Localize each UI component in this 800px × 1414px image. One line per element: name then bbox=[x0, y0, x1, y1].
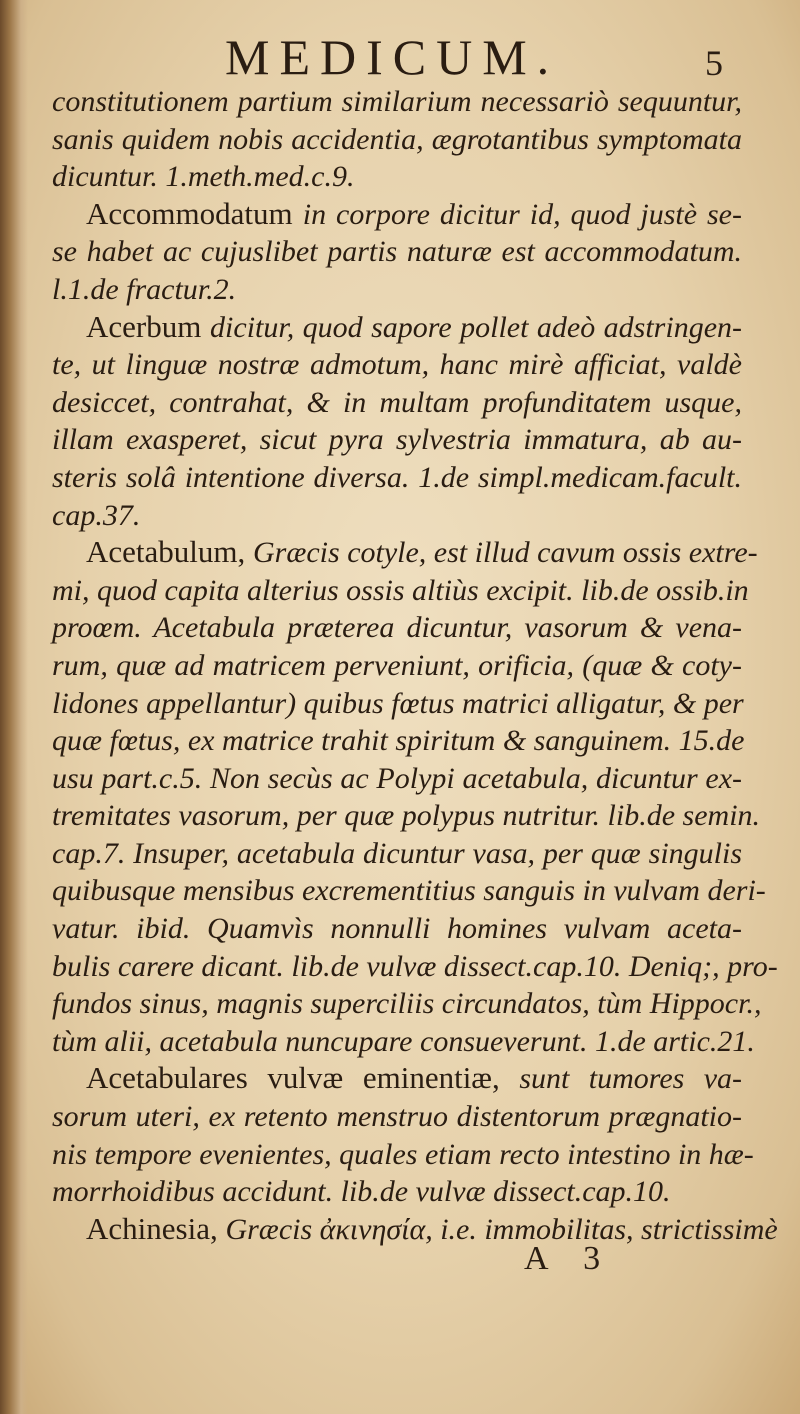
signature-mark: A 3 bbox=[524, 1240, 615, 1277]
text-line bbox=[52, 120, 742, 158]
binding-gutter bbox=[0, 0, 28, 1414]
text-line bbox=[52, 947, 778, 985]
text-line bbox=[52, 345, 742, 383]
entry-text: te, ut linguæ nostræ admotum, hanc mirè afficiat, valdè bbox=[52, 348, 742, 382]
entry-text: Græcis cotyle, est illud cavum ossis extre- bbox=[253, 536, 758, 570]
text-line bbox=[52, 270, 742, 308]
page-header bbox=[0, 28, 800, 88]
entry-text: desiccet, contrahat, & in multam profunditatem usque, bbox=[52, 385, 742, 419]
text-line bbox=[52, 684, 742, 722]
entry-text: sorum uteri, ex retento menstruo distentorum prægnatio- bbox=[52, 1100, 742, 1134]
entry-text: dicitur, quod sapore pollet adeò adstringen- bbox=[210, 310, 742, 344]
text-line bbox=[52, 195, 742, 233]
text-line bbox=[52, 871, 766, 909]
text-line bbox=[52, 796, 761, 834]
text-line bbox=[52, 1172, 742, 1210]
text-line bbox=[52, 458, 742, 496]
entry-lemma: Acetabulum, bbox=[86, 534, 254, 570]
page-number: 5 bbox=[705, 43, 723, 83]
text-line bbox=[52, 232, 742, 270]
entry-text: nis tempore evenientes, quales etiam recto intestino in hæ- bbox=[52, 1137, 754, 1171]
text-line bbox=[52, 420, 742, 458]
text-line bbox=[52, 157, 742, 195]
text-line bbox=[52, 646, 742, 684]
entry-text: cap.37. bbox=[52, 498, 141, 532]
dictionary-body bbox=[52, 82, 778, 1247]
entry-text: lidones appellantur) quibus fœtus matrici alligatur, & per bbox=[52, 686, 744, 720]
entry-text: sunt tumores va- bbox=[519, 1062, 742, 1096]
entry-text: sanis quidem nobis accidentia, ægrotantibus symptomata bbox=[52, 122, 742, 156]
entry-text: proœm. Acetabula præterea dicuntur, vasorum & vena- bbox=[52, 611, 742, 645]
text-line bbox=[52, 1059, 742, 1097]
entry-lemma: Achinesia, bbox=[86, 1210, 226, 1246]
text-line bbox=[52, 571, 749, 609]
text-line bbox=[52, 496, 742, 534]
entry-lemma: Acerbum bbox=[86, 308, 211, 344]
entry-text: dicuntur. 1.meth.med.c.9. bbox=[52, 160, 355, 194]
text-line bbox=[52, 834, 742, 872]
text-line bbox=[52, 984, 762, 1022]
entry-text: quæ fœtus, ex matrice trahit spiritum & sanguinem. 15.de bbox=[52, 724, 745, 758]
entry-lemma: Accommodatum bbox=[86, 195, 303, 231]
entry-text: se habet ac cujuslibet partis naturæ est accommodatum. bbox=[52, 235, 742, 269]
entry-text: rum, quæ ad matricem perveniunt, orificia, (quæ & coty- bbox=[52, 648, 742, 682]
running-title: MEDICUM. bbox=[225, 29, 560, 85]
entry-text: usu part.c.5. Non secùs ac Polypi acetabula, dicuntur ex- bbox=[52, 761, 742, 795]
text-line bbox=[52, 533, 758, 571]
entry-text: in corpore dicitur id, quod justè se- bbox=[302, 197, 742, 231]
text-line bbox=[52, 82, 742, 120]
text-line bbox=[52, 383, 742, 421]
entry-text: tùm alii, acetabula nuncupare consueverunt. 1.de artic.21. bbox=[52, 1024, 755, 1058]
text-line bbox=[52, 1097, 742, 1135]
text-line bbox=[52, 759, 742, 797]
entry-text: bulis carere dicant. lib.de vulvæ dissect.cap.10. Deniq;, pro- bbox=[52, 949, 778, 983]
entry-text: illam exasperet, sicut pyra sylvestria immatura, ab au- bbox=[52, 423, 742, 457]
text-line bbox=[52, 308, 742, 346]
entry-lemma: Acetabulares vulvæ eminentiæ, bbox=[86, 1060, 520, 1096]
entry-text: quibusque mensibus excrementitius sanguis in vulvam deri- bbox=[52, 874, 766, 908]
text-line bbox=[52, 721, 745, 759]
entry-text: l.1.de fractur.2. bbox=[52, 272, 237, 306]
text-line bbox=[52, 909, 742, 947]
entry-text: tremitates vasorum, per quæ polypus nutritur. lib.de semin. bbox=[52, 799, 761, 833]
entry-text: fundos sinus, magnis superciliis circundatos, tùm Hippocr., bbox=[52, 987, 762, 1021]
text-line bbox=[52, 1135, 754, 1173]
entry-text: constitutionem partium similarium necessariò sequuntur, bbox=[52, 85, 742, 118]
text-line bbox=[52, 608, 742, 646]
entry-text: vatur. ibid. Quamvìs nonnulli homines vulvam aceta- bbox=[52, 912, 742, 946]
entry-text: mi, quod capita alterius ossis altiùs excipit. lib.de ossib.in bbox=[52, 573, 749, 607]
entry-text: morrhoidibus accidunt. lib.de vulvæ dissect.cap.10. bbox=[52, 1175, 671, 1209]
entry-text: steris solâ intentione diversa. 1.de simpl.medicam.facult. bbox=[52, 460, 742, 494]
page-footer bbox=[0, 1240, 800, 1290]
entry-text: cap.7. Insuper, acetabula dicuntur vasa, per quæ singulis bbox=[52, 836, 742, 870]
text-line bbox=[52, 1022, 755, 1060]
entry-text: Græcis ἀκινησία, i.e. immobilitas, strictissimè bbox=[225, 1212, 778, 1246]
